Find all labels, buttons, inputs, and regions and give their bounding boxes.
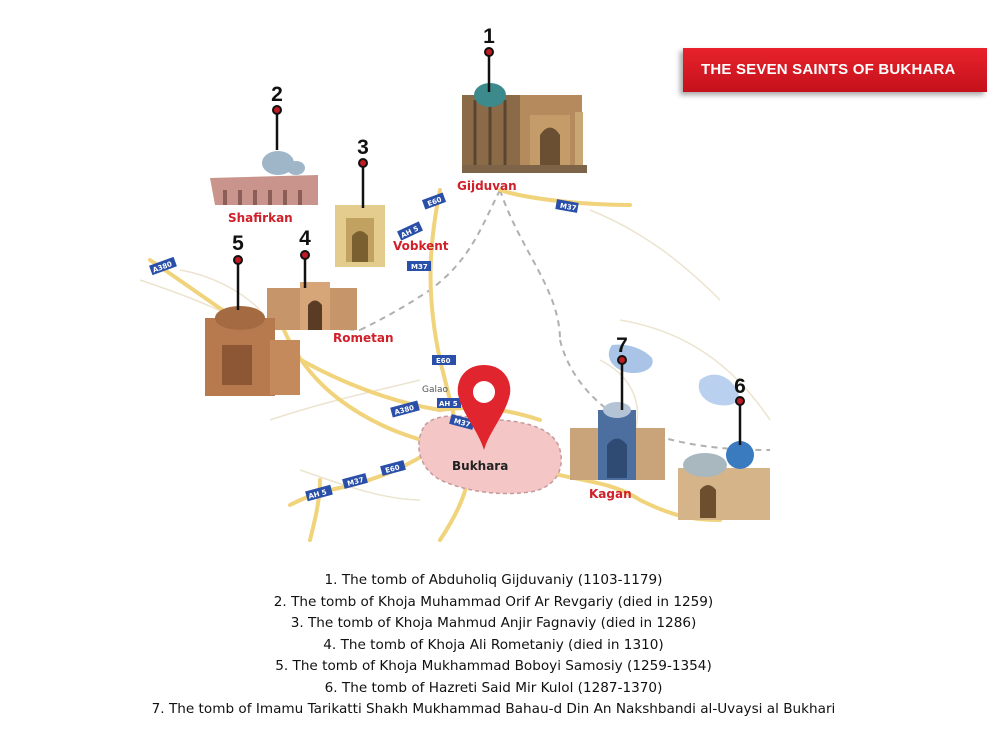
title-banner <box>683 48 987 92</box>
monument-1-gijduvan <box>462 83 587 173</box>
legend-item-6: 6. The tomb of Hazreti Said Mir Kulol (1287-1370) <box>324 679 663 696</box>
city-label-gijduvan: Gijduvan <box>457 179 517 193</box>
legend-item-7: 7. The tomb of Imamu Tarikatti Shakh Mukhammad Bahau-d Din An Nakshbandi al-Uvaysi al Bukhari <box>151 701 836 717</box>
city-label-shafirkan: Shafirkan <box>228 211 293 225</box>
marker-number-1: 1 <box>483 25 495 48</box>
marker-number-7: 7 <box>616 334 628 357</box>
road-label: E60 <box>426 195 443 209</box>
road-label: AH 5 <box>399 224 420 240</box>
legend-item-3: 3. The tomb of Khoja Mahmud Anjir Fagnaviy (died in 1286) <box>290 615 697 631</box>
road-label: AH 5 <box>439 400 458 408</box>
marker-number-4: 4 <box>299 227 311 250</box>
lake-east <box>699 375 739 406</box>
road-label: AH 5 <box>307 488 328 501</box>
road-label: A380 <box>151 260 174 275</box>
legend-item-1: 1. The tomb of Abduholiq Gijduvaniy (1103-1179) <box>324 572 663 588</box>
monument-4-rometan <box>267 282 357 330</box>
banner-title: THE SEVEN SAINTS OF BUKHARA <box>701 61 956 78</box>
city-label-bukhara: Bukhara <box>452 459 509 473</box>
road-label: E60 <box>436 357 451 365</box>
city-label-kagan: Kagan <box>589 487 632 501</box>
marker-number-2: 2 <box>271 83 283 106</box>
monument-3-vobkent <box>335 205 385 267</box>
monument-2-shafirkan <box>210 151 318 205</box>
legend-item-4: 4. The tomb of Khoja Ali Rometaniy (died in 1310) <box>323 636 664 653</box>
marker-number-6: 6 <box>734 375 746 398</box>
road-label: M37 <box>452 417 472 430</box>
road-label: M37 <box>559 201 578 213</box>
monument-7-kagan <box>570 402 665 480</box>
city-label-galaosiyo: Galao <box>422 385 449 395</box>
legend-item-2: 2. The tomb of Khoja Muhammad Orif Ar Revgariy (died in 1259) <box>273 593 714 610</box>
city-label-vobkent: Vobkent <box>393 239 449 253</box>
road-label: E60 <box>384 463 401 475</box>
marker-number-5: 5 <box>232 232 244 255</box>
road-label: M37 <box>411 263 428 271</box>
legend-item-5: 5. The tomb of Khoja Mukhammad Boboyi Samosiy (1259-1354) <box>275 658 712 674</box>
road-label: M37 <box>346 475 365 488</box>
road-label: A380 <box>393 403 416 417</box>
monument-6 <box>678 441 770 520</box>
legend <box>0 570 987 721</box>
marker-number-3: 3 <box>357 136 369 159</box>
city-label-rometan: Rometan <box>333 331 394 345</box>
